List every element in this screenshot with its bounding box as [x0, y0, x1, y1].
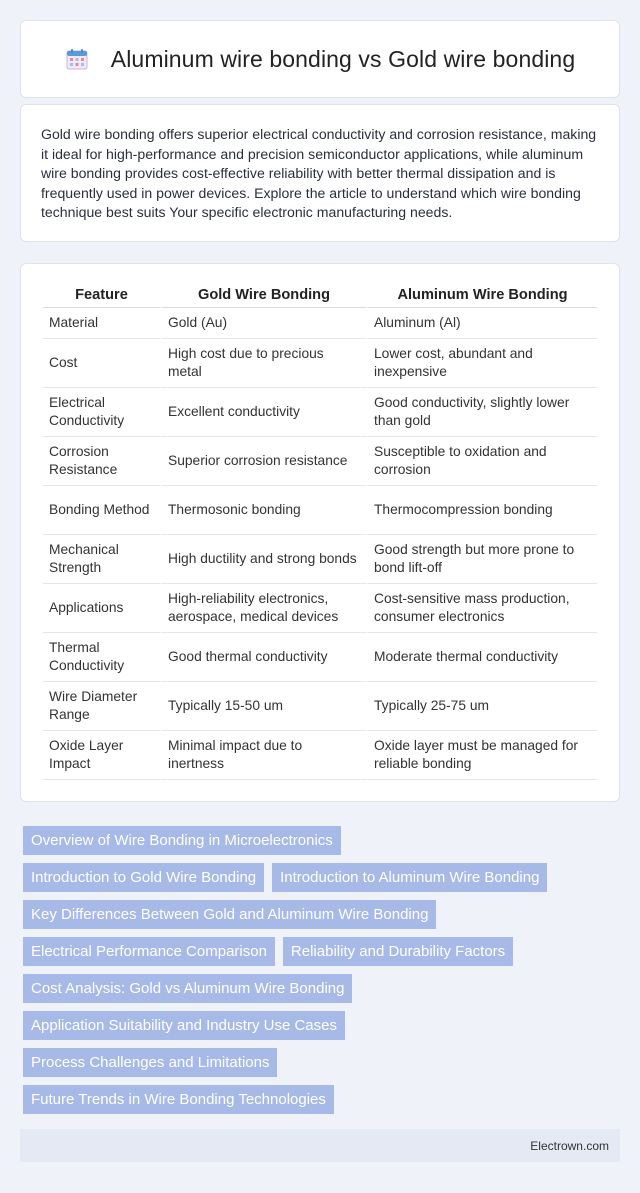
topic-link-overview[interactable]: Overview of Wire Bonding in Microelectronics — [23, 826, 341, 855]
feature-cell: Thermal Conductivity — [43, 633, 160, 682]
footer-site-name[interactable]: Electrown.com — [530, 1139, 609, 1153]
topic-link-process-challenges[interactable]: Process Challenges and Limitations — [23, 1048, 277, 1077]
gold-cell: Typically 15-50 um — [160, 682, 366, 731]
feature-cell: Bonding Method — [43, 486, 160, 535]
header-card — [20, 20, 620, 98]
calendar-icon — [65, 47, 89, 71]
topic-row — [23, 826, 623, 855]
feature-cell: Cost — [43, 339, 160, 388]
gold-cell: Minimal impact due to inertness — [160, 731, 366, 780]
gold-cell: Excellent conductivity — [160, 388, 366, 437]
table-row — [43, 388, 597, 437]
feature-cell: Applications — [43, 584, 160, 633]
table-row — [43, 486, 597, 535]
intro-card — [20, 104, 620, 242]
table-row — [43, 339, 597, 388]
topic-row — [23, 1011, 623, 1040]
topic-row — [23, 974, 623, 1003]
aluminum-cell: Lower cost, abundant and inexpensive — [366, 339, 597, 388]
table-row — [43, 308, 597, 339]
aluminum-cell: Typically 25-75 um — [366, 682, 597, 731]
topic-link-key-differences[interactable]: Key Differences Between Gold and Aluminum Wire Bonding — [23, 900, 436, 929]
header-aluminum: Aluminum Wire Bonding — [366, 284, 597, 308]
gold-cell: Gold (Au) — [160, 308, 366, 339]
gold-cell: Thermosonic bonding — [160, 486, 366, 535]
topic-row — [23, 900, 623, 929]
table-row — [43, 731, 597, 780]
table-row — [43, 437, 597, 486]
topic-row — [23, 1085, 623, 1114]
gold-cell: Good thermal conductivity — [160, 633, 366, 682]
footer — [20, 1129, 620, 1162]
aluminum-cell: Moderate thermal conductivity — [366, 633, 597, 682]
aluminum-cell: Aluminum (Al) — [366, 308, 597, 339]
gold-cell: High ductility and strong bonds — [160, 535, 366, 584]
topic-link-gold-intro[interactable]: Introduction to Gold Wire Bonding — [23, 863, 264, 892]
aluminum-cell: Good strength but more prone to bond lift-off — [366, 535, 597, 584]
topic-link-future-trends[interactable]: Future Trends in Wire Bonding Technologies — [23, 1085, 334, 1114]
feature-cell: Material — [43, 308, 160, 339]
comparison-table-card — [20, 263, 620, 802]
aluminum-cell: Good conductivity, slightly lower than gold — [366, 388, 597, 437]
header-feature: Feature — [43, 284, 160, 308]
table-row — [43, 633, 597, 682]
aluminum-cell: Cost-sensitive mass production, consumer electronics — [366, 584, 597, 633]
page-title: Aluminum wire bonding vs Gold wire bonding — [110, 45, 576, 72]
header-gold: Gold Wire Bonding — [160, 284, 366, 308]
comparison-table — [43, 284, 597, 780]
topic-row — [23, 863, 623, 892]
table-row — [43, 682, 597, 731]
feature-cell: Mechanical Strength — [43, 535, 160, 584]
topic-link-reliability[interactable]: Reliability and Durability Factors — [283, 937, 513, 966]
table-row — [43, 584, 597, 633]
topic-links — [23, 826, 623, 1122]
topic-link-electrical-performance[interactable]: Electrical Performance Comparison — [23, 937, 275, 966]
feature-cell: Corrosion Resistance — [43, 437, 160, 486]
title-wrap — [65, 46, 575, 73]
topic-link-cost-analysis[interactable]: Cost Analysis: Gold vs Aluminum Wire Bonding — [23, 974, 352, 1003]
aluminum-cell: Thermocompression bonding — [366, 486, 597, 535]
feature-cell: Oxide Layer Impact — [43, 731, 160, 780]
table-header-row — [43, 284, 597, 308]
topic-link-aluminum-intro[interactable]: Introduction to Aluminum Wire Bonding — [272, 863, 547, 892]
feature-cell: Electrical Conductivity — [43, 388, 160, 437]
aluminum-cell: Oxide layer must be managed for reliable bonding — [366, 731, 597, 780]
aluminum-cell: Susceptible to oxidation and corrosion — [366, 437, 597, 486]
table-row — [43, 535, 597, 584]
gold-cell: Superior corrosion resistance — [160, 437, 366, 486]
intro-text: Gold wire bonding offers superior electrical conductivity and corrosion resistance, making it ideal for high-performance and precision semiconductor applications, while aluminum wire bonding provides cost-effective reliability with better thermal dissipation and is frequently used in power devices. Explore the article to understand which wire bonding technique best suits Your specific electronic manufacturing needs. — [41, 126, 597, 220]
gold-cell: High-reliability electronics, aerospace, medical devices — [160, 584, 366, 633]
feature-cell: Wire Diameter Range — [43, 682, 160, 731]
topic-row — [23, 937, 623, 966]
gold-cell: High cost due to precious metal — [160, 339, 366, 388]
topic-row — [23, 1048, 623, 1077]
topic-link-application-suitability[interactable]: Application Suitability and Industry Use Cases — [23, 1011, 345, 1040]
